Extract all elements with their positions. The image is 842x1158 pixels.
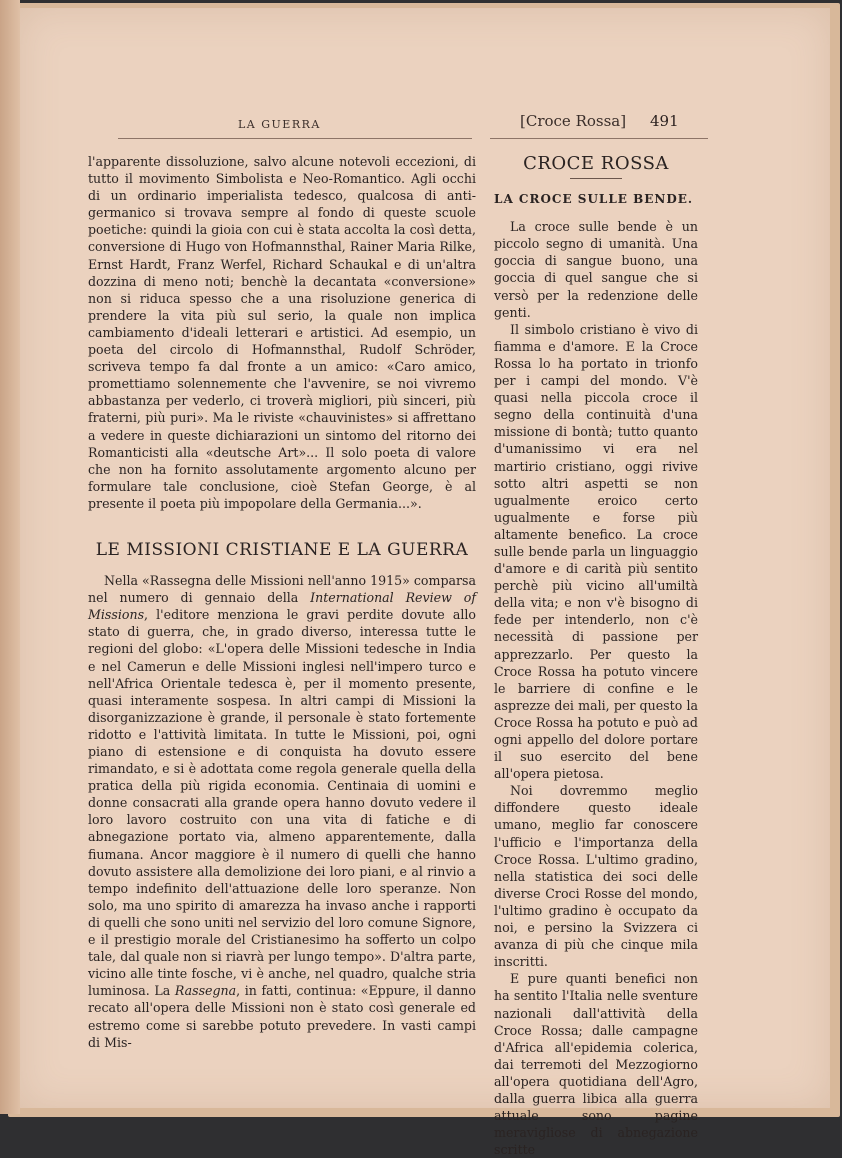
paragraph: E pure quanti benefici non ha sentito l'Italia nelle sventure nazionali dall'attività della Croce Rossa; dalle campagne d'Africa all'epidemia colerica, dai terremoti del Mezzogiorno all'opera quotidiana dell'Agro, dalla guerra libica alla guerra attuale sono pagine meravigliose di abnegazione scritte [494, 971, 698, 1158]
article-subtitle: LA CROCE SULLE BENDE. [494, 192, 694, 207]
left-column [88, 153, 476, 1051]
paragraph: Noi dovremmo meglio diffondere questo ideale umano, meglio far conoscere l'ufficio e l'importanza della Croce Rossa. L'ultimo gradino, nella statistica dei soci delle diverse Croci Rosse del mondo, l'ultimo gradino è occupato da noi, e persino la Svizzera ci avanza di più che cinque mila inscritti. [494, 783, 698, 970]
page-number: 491 [650, 112, 679, 130]
paragraph: La croce sulle bende è un piccolo segno di umanità. Una goccia di sangue buono, una goccia di quel sangue che si versò per la redenzione delle genti. [494, 219, 698, 320]
paragraph [88, 572, 476, 1051]
article-title: CROCE ROSSA [523, 153, 669, 174]
document-page [20, 8, 830, 1158]
title-rule [570, 178, 622, 179]
section-title: LE MISSIONI CRISTIANE E LA GUERRA [95, 539, 469, 560]
header-rule-right [490, 138, 708, 139]
text-run: , l'editore menziona le gravi perdite dovute allo stato di guerra, che, in grado diverso, interessa tutte le regioni del globo: «L'opera delle Missioni tedesche in India e nel Camerun e delle Missioni inglesi nell'impero turco e nell'Africa Orientale tedesca è, per il momento presente, quasi interamente sospesa. In altri campi di Missioni la disorganizzazione è grande, il personale è stato fortemente ridotto e l'attività limitata. In tutte le Missioni, poi, ogni piano di estensione e di conquista ha dovuto essere rimandato, e si è adottata come regola generale quella della pratica della più rigida economia. Centinaia di uomini e donne consacrati alla grande opera hanno dovuto vedere il loro lavoro costruito con una vita di fatiche e di abnegazione portato via, almeno apparentemente, dalla fiumana. Ancor maggiore è il numero di quelli che hanno dovuto assistere alla demolizione dei loro piani, e al rinvio a tempo indefinito dell'attuazione delle loro speranze. Non solo, ma uno spirito di amarezza ha invaso anche i rapporti di quelli che sono uniti nel servizio del loro comune Signore, e il prestigio morale del Cristianesimo ha sofferto un colpo tale, dal quale non si riavrà per lungo tempo». D'altra parte, vicino alle tinte fosche, vi è anche, nel quadro, qualche stria luminosa. La [88, 607, 476, 999]
paragraph: Il simbolo cristiano è vivo di fiamma e d'amore. E la Croce Rossa lo ha portato in trionfo per i campi del mondo. V'è quasi nella piccola croce il segno della continuità d'una missione di bontà; tutto quanto d'umanissimo vi era nel martirio cristiano, oggi rivive sotto altri aspetti se non ugualmente eroico certo ugualmente e forse più altamente benefico. La croce sulle bende parla un linguaggio d'amore e di carità più sentito perchè più vicino all'umiltà della vita; e non v'è bisogno di fede per intenderlo, non c'è necessità di passione per apprezzarlo. Per questo la Croce Rossa ha potuto vincere le barriere di confine e le asprezze dei mali, per questo la Croce Rossa ha potuto e può ad ogni appello del dolore portare il suo esercito del bene all'opera pietosa. [494, 321, 698, 782]
header-rule-left [118, 138, 472, 139]
journal-title: International Review of Missions [88, 590, 476, 623]
header-topic: [Croce Rossa] [520, 112, 627, 130]
journal-title: Rassegna [174, 983, 237, 999]
header-section-title: LA GUERRA [238, 118, 321, 131]
paragraph: l'apparente dissoluzione, salvo alcune notevoli eccezioni, di tutto il movimento Simbolista e Neo-Romantico. Agli occhi di un ordinario imperialista tedesco, qualcosa di anti-germanico si trovava sempre al fondo di queste scuole poetiche: quindi la gioia con cui è stata accolta la così detta, conversione di Hugo von Hofmannsthal, Rainer Maria Rilke, Ernst Hardt, Franz Werfel, Richard Schaukal e di un'altra dozzina di meno noti; benchè la decantata «conversione» non si riduca spesso che a una risoluzione generica di prendere la vita più sul serio, la quale non implica cambiamento d'ideali letterari e artistici. Ad esempio, un poeta del circolo di Hofmannsthal, Rudolf Schröder, scriveva tempo fa dal fronte a un amico: «Caro amico, promettiamo solennemente che l'avvenire, se noi vivremo abbastanza per vederlo, ci troverà migliori, più sinceri, più fraterni, più puri». Ma le riviste «chauvinistes» si affrettano a vedere in queste dichiarazioni un sintomo del ritorno dei Romanticisti alla «deutsche Art»... Il solo poeta di valore che non ha fornito assolutamente argomento alcuno per formulare tale conclusione, cioè Stefan George, è al presente il poeta più impopolare della Germania...». [88, 154, 476, 511]
text-run: Nella «Rassegna delle Missioni nell'anno 1915» comparsa nel numero di gennaio della [88, 573, 477, 606]
running-header [20, 111, 830, 139]
right-column [494, 153, 698, 1158]
text-run: , in fatti, continua: «Eppure, il danno recato all'opera delle Missioni non è stato così generale ed estremo come si sarebbe potuto prevedere. In vasti campi di Mis- [88, 983, 476, 1050]
binding-edge [0, 0, 20, 1114]
